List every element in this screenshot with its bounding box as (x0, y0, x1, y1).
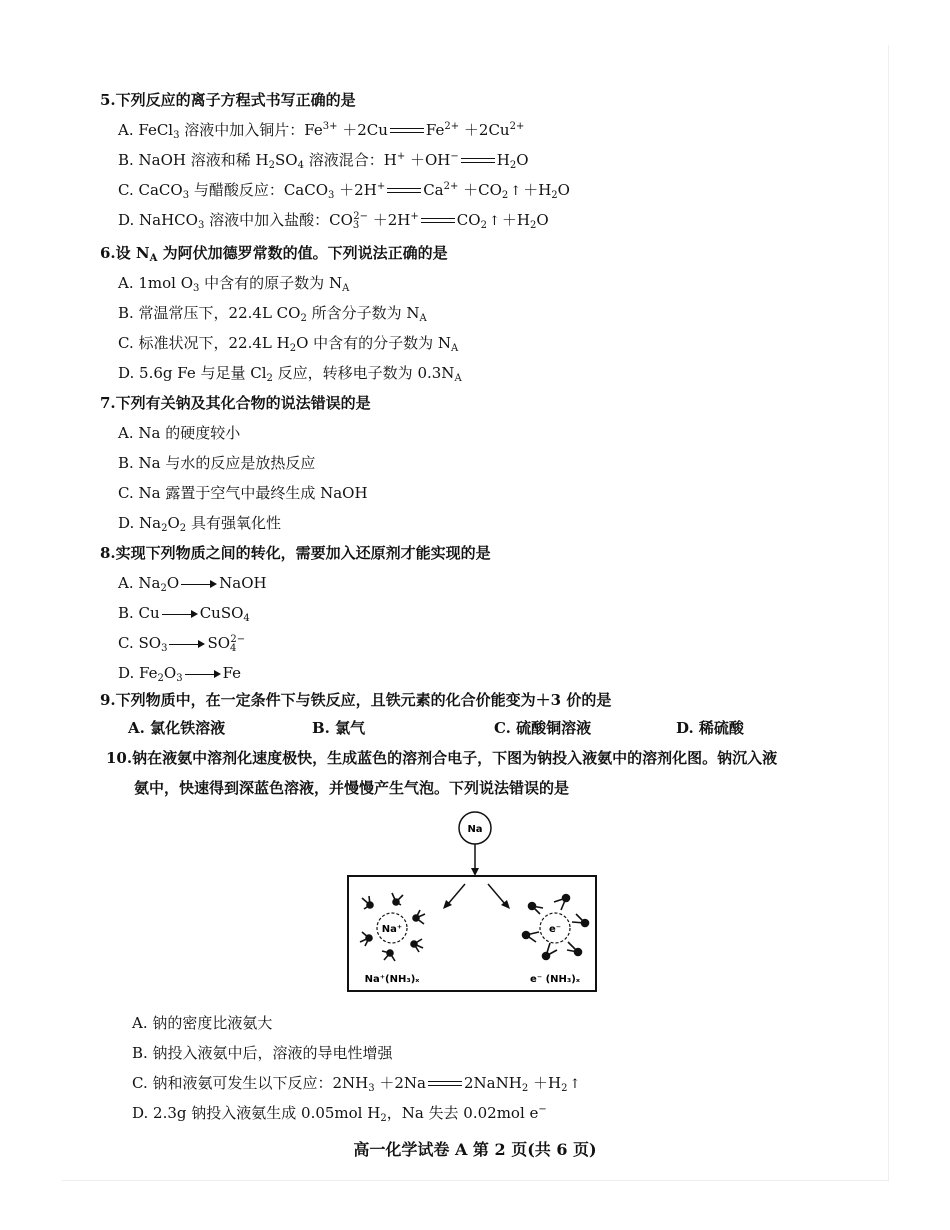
equals-sign (390, 127, 424, 135)
q7-option-c: C. Na 露置于空气中最终生成 NaOH (118, 484, 368, 502)
equals-sign (428, 1080, 462, 1088)
equals-sign (461, 157, 495, 165)
q10-stem-line2: 氨中，快速得到深蓝色溶液，并慢慢产生气泡。下列说法错误的是 (134, 779, 570, 797)
solvation-diagram (340, 810, 605, 1000)
q7-option-b: B. Na 与水的反应是放热反应 (118, 454, 316, 472)
q9-option-d: D. 稀硫酸 (676, 719, 744, 737)
q7-option-a: A. Na 的硬度较小 (118, 424, 241, 442)
q6-option-c: C. 标准状况下，22.4L $H_2O$ 中含有的分子数为 $N_A$ (118, 334, 459, 354)
q7-option-d: D. $Na_2O_2$ 具有强氧化性 (118, 514, 281, 534)
gas-up-arrow-icon: ↑ (510, 184, 522, 199)
na-cation-caption: Na⁺(NH₃)ₓ (364, 974, 420, 985)
page-footer: 高一化学试卷 A 第 2 页(共 6 页) (353, 1140, 597, 1159)
equals-sign (387, 187, 421, 195)
q10-option-d: D. 2.3g 钠投入液氨生成 0.05mol $H_2$，Na 失去 0.02mol e− (132, 1104, 547, 1124)
q9-option-b: B. 氯气 (312, 719, 366, 737)
q8-option-d: D. $Fe_2O_3$ Fe (118, 664, 242, 684)
q5-option-c: C. CaCO$_3$ 与醋酸反应：CaCO$_3$ ＋2H+ $Ca^{2+} +CO_2$ ↑ $+H_2O$ (118, 181, 570, 201)
q10-option-b: B. 钠投入液氨中后，溶液的导电性增强 (132, 1044, 393, 1062)
electron-label: e⁻ (548, 924, 562, 935)
reaction-arrow-icon (162, 609, 198, 619)
q9-option-c: C. 硫酸铜溶液 (494, 719, 592, 737)
reaction-arrow-icon (185, 669, 221, 679)
q10-option-a: A. 钠的密度比液氨大 (132, 1014, 273, 1032)
q5-stem: 5.下列反应的离子方程式书写正确的是 (100, 91, 356, 109)
gas-up-arrow-icon: ↑ (569, 1077, 581, 1092)
q9-option-a: A. 氯化铁溶液 (128, 719, 226, 737)
na-atom-label: Na (467, 824, 483, 835)
na-cation-label: Na⁺ (381, 924, 403, 935)
q5-option-b: B. NaOH 溶液和稀 $H_2SO_4$ 溶液混合：H+ ＋OH− $H_2O$ (118, 151, 529, 171)
q8-option-c: C. $SO_3$ $SO_4^{2-}$ (118, 634, 246, 654)
q6-option-d: D. 5.6g Fe 与足量 $Cl_2$ 反应，转移电子数为 $0.3N_A$ (118, 364, 462, 384)
equals-sign (421, 217, 455, 225)
q8-option-a: A. $Na_2O$ NaOH (118, 574, 267, 594)
q5-option-d: D. NaHCO$_3$ 溶液中加入盐酸：$CO_3^{2-} +2H^+$ $CO_2$ ↑ $+H_2O$ (118, 211, 549, 231)
q10-option-c: C. 钠和液氨可发生以下反应：$2NH_3 +2Na$ 2NaNH$_2$ $+H_2$ ↑ (132, 1074, 581, 1094)
q5-option-a: A. FeCl$_3$ 溶液中加入铜片：$Fe^{3+} +2Cu$ $Fe^{2+} +2Cu^{2+}$ (118, 121, 525, 141)
q6-stem: 6.设 $N_A$ 为阿伏加德罗常数的值。下列说法正确的是 (100, 244, 448, 264)
reaction-arrow-icon (181, 579, 217, 589)
q6-option-b: B. 常温常压下，22.4L $CO_2$ 所含分子数为 $N_A$ (118, 304, 427, 324)
electron-caption: e⁻ (NH₃)ₓ (530, 974, 580, 985)
q10-stem-line1: 10.钠在液氨中溶剂化速度极快，生成蓝色的溶剂合电子，下图为钠投入液氨中的溶剂化图。钠沉入液 (106, 749, 778, 767)
q8-stem: 8.实现下列物质之间的转化，需要加入还原剂才能实现的是 (100, 544, 491, 562)
q8-option-b: B. Cu CuSO$_4$ (118, 604, 250, 624)
q9-stem: 9.下列物质中，在一定条件下与铁反应，且铁元素的化合价能变为＋3 价的是 (100, 691, 612, 709)
gas-up-arrow-icon: ↑ (488, 214, 500, 229)
reaction-arrow-icon (169, 639, 205, 649)
q6-option-a: A. 1mol $O_3$ 中含有的原子数为 $N_A$ (118, 274, 350, 294)
q7-stem: 7.下列有关钠及其化合物的说法错误的是 (100, 394, 371, 412)
